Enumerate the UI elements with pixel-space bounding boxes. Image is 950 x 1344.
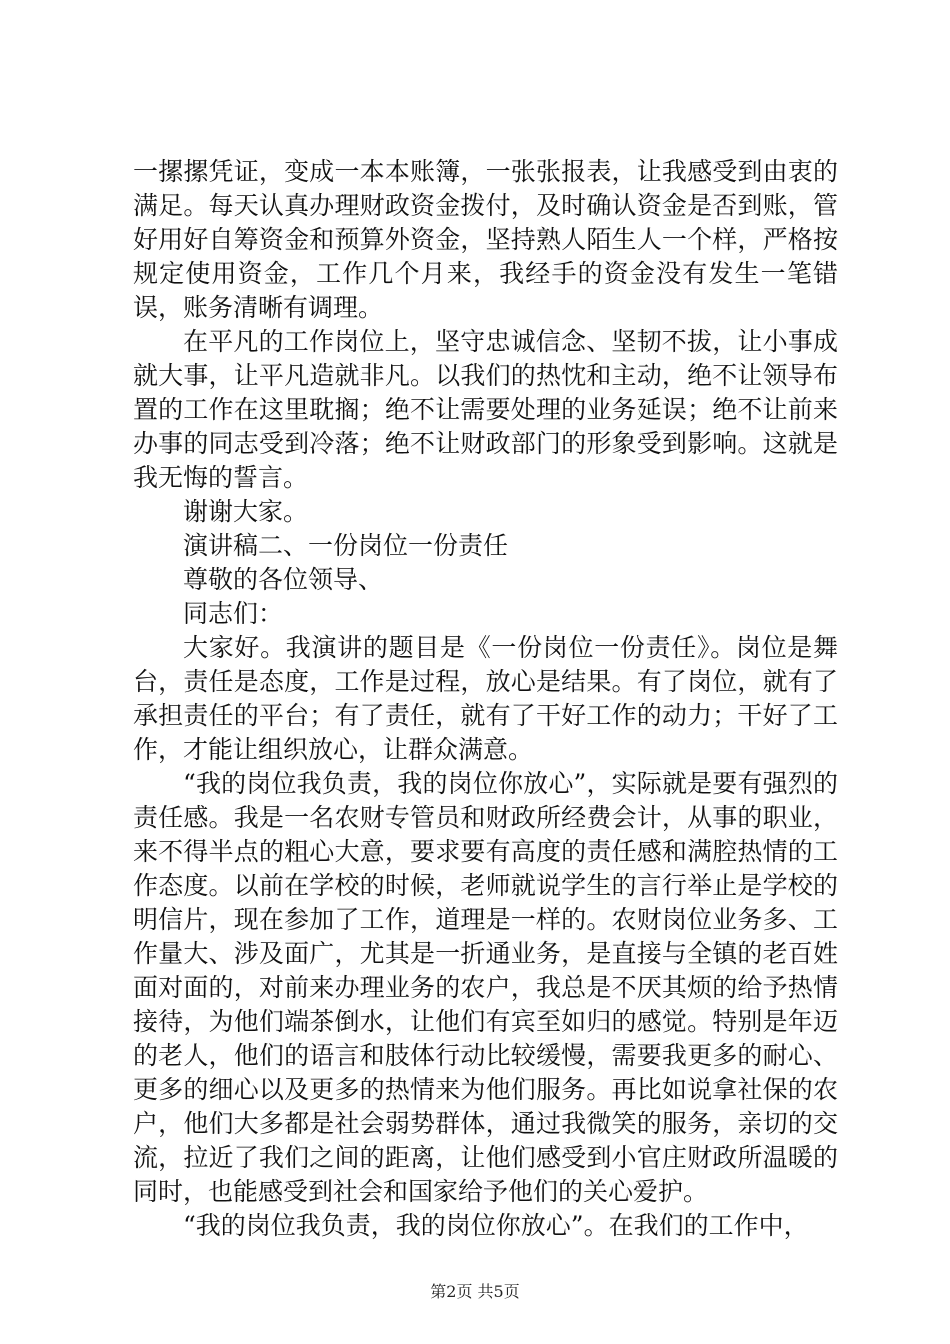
paragraph: 谢谢大家。 — [183, 497, 309, 526]
paragraph: 在平凡的工作岗位上，坚守忠诚信念、坚韧不拔，让小事成就大事，让平凡造就非凡。以我们的热忱和主动，绝不让领导布置的工作在这里耽搁；绝不让需要处理的业务延误；绝不让前来办事的同志受到冷落；绝不让财政部门的形象受到影响。这就是我无悔的誓言。 — [133, 327, 838, 492]
paragraph: “我的岗位我负责，我的岗位你放心”，实际就是要有强烈的责任感。我是一名农财专管员和财政所经费会计，从事的职业，来不得半点的粗心大意，要求要有高度的责任感和满腔热情的工作态度。以前在学校的时候，老师就说学生的言行举止是学校的明信片，现在参加了工作，道理是一样的。农财岗位业务多、工作量大、涉及面广，尤其是一折通业务，是直接与全镇的老百姓面对面的，对前来办理业务的农户，我总是不厌其烦的给予热情接待，为他们端茶倒水，让他们有宾至如归的感觉。特别是年迈的老人，他们的语言和肢体行动比较缓慢，需要我更多的耐心、更多的细心以及更多的热情来为他们服务。再比如说拿社保的农户，他们大多都是社会弱势群体，通过我微笑的服务，亲切的交流，拉近了我们之间的距离，让他们感受到小官庄财政所温暖的同时，也能感受到社会和国家给予他们的关心爱护。 — [133, 769, 838, 1206]
paragraph: 大家好。我演讲的题目是《一份岗位一份责任》。岗位是舞台，责任是态度，工作是过程，放心是结果。有了岗位，就有了承担责任的平台；有了责任，就有了干好工作的动力；干好了工作，才能让组织放心，让群众满意。 — [133, 633, 838, 764]
document-body — [133, 155, 838, 1243]
paragraph: “我的岗位我负责，我的岗位你放心”。在我们的工作中， — [183, 1211, 809, 1240]
salutation: 尊敬的各位领导、 — [183, 565, 384, 594]
page-number: 第2页 共5页 — [430, 1282, 520, 1301]
paragraph: 一摞摞凭证，变成一本本账簿，一张张报表，让我感受到由衷的满足。每天认真办理财政资金拨付，及时确认资金是否到账，管好用好自筹资金和预算外资金，坚持熟人陌生人一个样，严格按规定使用资金，工作几个月来，我经手的资金没有发生一笔错误，账务清晰有调理。 — [133, 157, 838, 322]
section-heading: 演讲稿二、一份岗位一份责任 — [183, 531, 509, 560]
salutation: 同志们： — [183, 599, 284, 628]
